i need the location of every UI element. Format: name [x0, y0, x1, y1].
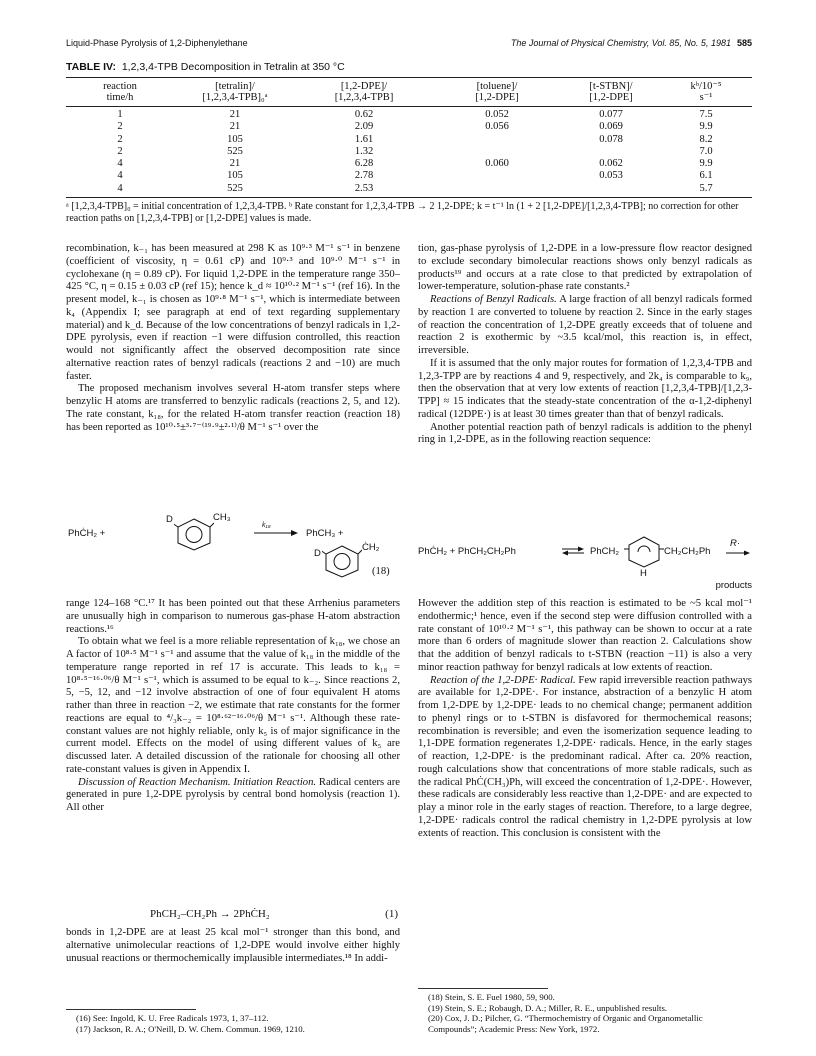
table-cell: 9.9 [699, 121, 713, 133]
table-label: TABLE IV: [66, 61, 116, 73]
table-footnote: ᵃ [1,2,3,4-TPB]₀ = initial concentration of 1,2,3,4-TPB. ᵇ Rate constant for 1,2,3,4-TPB → 2 1,2-DPE; k = t⁻¹ ln (1 + 2 [1,2-DPE]/[1,2,3,4-TPB]; no correction for other reaction paths on [1,2,3,4-TPB] or [1,2-DPE] values is made. [66, 201, 739, 224]
table-cell: 7.0 [699, 145, 713, 157]
table-cell: 105 [227, 133, 243, 145]
reaction-18-scheme [66, 514, 400, 582]
left-column-bottom [66, 598, 400, 815]
right-column-bottom [418, 598, 752, 840]
table-cell: 2.78 [354, 170, 374, 182]
footnote-rule [418, 988, 548, 989]
equation-text: PhCH₂–CH₂Ph → 2PhĊH₂ [150, 908, 270, 920]
reference: (17) Jackson, R. A.; O'Neill, D. W. Chem. Commun. 1969, 1210. [76, 1023, 305, 1034]
paragraph: However the addition step of this reaction is estimated to be ~5 kcal mol⁻¹ endothermic;¹ hence, even if the second step were diffusion controlled with a rate constant of 10¹⁰·² M⁻¹ s⁻¹, this pathway can be shown to occur at a rate more than 6 orders of magnitude slower than reaction 2. Calculations show that the addition of benzyl radicals to t-STBN (reaction −11) is also a very minor reaction pathway for benzyl radicals at low extents of reaction. [418, 598, 752, 673]
benzyl-ring-icon [322, 544, 362, 578]
table-cell [432, 170, 562, 182]
table-cell: 0.060 [485, 158, 509, 170]
left-column-top [66, 243, 400, 434]
paragraph: If it is assumed that the only major routes for formation of 1,2,3,4-TPB and 1,2,3-TPP are by reactions 4 and 9, respectively, and 2k₄ is comparable to k₉, then the observation that at very low extents of reaction [1,2,3,4-TPB]/[1,2,3-TPP] ≈ 15 indicates that the steady-state concentration of the α-1,2-diphenyl radical (12DPE·) is at least 30 times greater than that of benzyl radicals. [418, 357, 752, 420]
cyclohexadienyl-ring-icon [624, 536, 664, 568]
paragraph [418, 675, 752, 841]
table-cell: 7.5 [699, 109, 713, 120]
paragraph [66, 777, 400, 815]
paragraph: The proposed mechanism involves several H-atom transfer steps where benzylic H atoms are transferred to benzylic radicals (reactions 2, 5, and 12). The rate constant, k₁₈, for the related H-atom transfer reaction (reaction 18) has been reported as 10¹⁰·⁵±³·⁷⁻⁽¹⁹·⁹±²·¹⁾/θ M⁻¹ s⁻¹ over the [66, 383, 400, 433]
scheme-d2-label: D [314, 548, 321, 559]
table-cell: 1.32 [354, 145, 374, 157]
paragraph: recombination, k₋₁ has been measured at 298 K as 10⁹·³ M⁻¹ s⁻¹ in benzene (coefficient of viscosity, η = 0.61 cP) and 10⁹·³ and 10⁹·⁰ M⁻¹ s⁻¹ in cyclohexane (η = 0.89 cP). For liquid 1,2-DPE in the temperature range 350–425 °C, η = 0.15 ± 0.03 cP (ref 15); hence k_d ≈ 10¹⁰·² M⁻¹ s⁻¹ (ref 16). In the present model, k₋₁ is chosen as 10⁹·⁸ M⁻¹ s⁻¹, which is intermediate between k₄ (Appendix I; see paragraph at end of text regarding supplementary material) and k_d. Because of the low concentrations of benzyl radicals in 1,2-DPE pyrolysis, even if reaction −1 were diffusion controlled, this reaction would not significantly affect the observed decomposition rate since alternative reaction rates of benzyl radicals (reactions 2 and −10) are much faster. [66, 243, 400, 382]
scheme-intermediate-right: CH₂CH₂Ph [664, 546, 711, 557]
scheme-ch3-label: CH₃ [213, 512, 231, 523]
table-cell: 8.2 [699, 133, 713, 145]
table-cell: 2.53 [296, 183, 432, 198]
paragraph: range 124–168 °C.¹⁷ It has been pointed out that these Arrhenius parameters are unusually high in comparison to numerous gas-phase H-atom abstraction reactions.¹⁶ [66, 598, 400, 635]
col-header: s⁻¹ [660, 92, 752, 107]
table-cell: 0.062 [599, 158, 623, 170]
scheme-radical-label: R· [730, 538, 741, 549]
paragraph-text: A large fraction of all benzyl radicals formed by reaction 1 are converted to toluene by reaction 2. Since in the early stages of reaction the concentration of 1,2-DPE greatly exceeds that of toluene and reaction 2 is exothermic by ~3.5 kcal/mol, this reaction is, in effect, irreversible. [418, 294, 752, 356]
section-heading: Reactions of Benzyl Radicals. [430, 294, 557, 305]
table-cell [432, 146, 562, 158]
table-cell: 21 [229, 121, 241, 133]
col-header: [1,2,3,4-TPB] [296, 92, 432, 107]
equation-number: (18) [372, 566, 390, 577]
table-cell: 1 [117, 109, 123, 120]
col-header: time/h [66, 92, 174, 107]
table-header-row-1 [66, 78, 752, 93]
scheme-d-label: D [166, 514, 173, 525]
equation-number: (1) [385, 908, 398, 920]
scheme-intermediate-left: PhCH₂ [590, 546, 620, 557]
reaction-arrow-icon [726, 550, 750, 556]
data-table [66, 77, 752, 198]
table-cell: 5.7 [660, 183, 752, 198]
table-cell: 0.078 [599, 133, 623, 145]
reference: (18) Stein, S. E. Fuel 1980, 59, 900. [428, 992, 555, 1002]
table-cell: 0.053 [599, 170, 623, 182]
reaction-arrow-icon [254, 529, 298, 537]
table-row [66, 183, 752, 198]
col-header: [1,2-DPE]/ [340, 81, 388, 92]
table-cell: 525 [174, 183, 296, 198]
paragraph: bonds in 1,2-DPE are at least 25 kcal mol⁻¹ stronger than this bond, and alternative unimolecular reactions of 1,2-DPE would involve either highly unusual reactions or thermochemically implausible intermediates.¹⁸ In addi- [66, 927, 400, 964]
table-cell: 2 [117, 133, 123, 145]
col-header: [tetralin]/ [215, 81, 255, 92]
table-cell: 6.1 [699, 170, 713, 182]
toluene-ring-icon [174, 517, 214, 551]
table-cell: 9.9 [699, 158, 713, 170]
table-cell: 2.09 [354, 121, 374, 133]
scheme-reactants: PhĊH₂ + PhCH₂CH₂Ph [418, 546, 516, 557]
col-header: [1,2-DPE] [562, 92, 660, 107]
col-header: [t-STBN]/ [589, 81, 633, 92]
table-cell: 4 [117, 170, 123, 182]
running-head [66, 38, 752, 52]
table-cell: 2 [117, 121, 123, 133]
paragraph [418, 294, 752, 358]
reference: (16) See: Ingold, K. U. Free Radicals 1973, 1, 37–112. [76, 1013, 269, 1023]
references-right [428, 992, 752, 1034]
col-header: [1,2,3,4-TPB]₀ᵃ [174, 92, 296, 107]
table-cell: 0.069 [599, 121, 623, 133]
left-column-end [66, 927, 400, 965]
reference: (19) Stein, S. E.; Robaugh, D. A.; Miller, R. E., unpublished results. [428, 1002, 668, 1013]
table-cell: 0.056 [485, 121, 509, 133]
equation-1 [66, 908, 400, 924]
table-cell [562, 146, 660, 158]
table-cell: 1.61 [354, 133, 374, 145]
table-cell: 0.077 [599, 109, 623, 120]
right-column-top [418, 243, 752, 447]
table-cell [562, 183, 660, 198]
table-cell: 4 [66, 183, 174, 198]
paragraph: Another potential reaction path of benzyl radicals is addition to the phenyl ring in 1,2-DPE, as in the following reaction sequence: [418, 421, 752, 446]
table-cell: 21 [229, 158, 241, 170]
col-header: reaction [103, 81, 137, 92]
references-left [76, 1013, 400, 1034]
table-cell: 0.62 [354, 109, 374, 120]
table-cell [432, 134, 562, 146]
reference: (20) Cox, J. D.; Pilcher, G. “Thermochemistry of Organic and Organometallic Compounds”; Academic Press: New York, 1972. [428, 1013, 703, 1034]
col-header: [toluene]/ [476, 81, 518, 92]
journal-citation: The Journal of Physical Chemistry, Vol. 85, No. 5, 1981 [510, 38, 731, 48]
running-head-title: Liquid-Phase Pyrolysis of 1,2-Diphenylethane [66, 38, 248, 48]
table-cell: 105 [227, 170, 243, 182]
scheme-rate-constant: k₁₈ [262, 522, 271, 529]
scheme-h-label: H [640, 568, 647, 579]
table-cell: 525 [227, 145, 243, 157]
scheme-product: PhCH₃ + [306, 528, 344, 539]
table-title [66, 61, 345, 73]
table-row [66, 146, 752, 158]
table-row [66, 134, 752, 146]
addition-reaction-scheme [418, 538, 752, 594]
col-header: kᵇ/10⁻⁵ [690, 81, 722, 92]
table-cell: 2 [117, 145, 123, 157]
paragraph-text: Radical centers are generated in pure 1,2-DPE pyrolysis by central bond homolysis (reaction 1). All other [66, 776, 400, 813]
scheme-reactant: PhĊH₂ + [68, 528, 106, 539]
table-header-row-2 [66, 92, 752, 107]
table-caption: 1,2,3,4-TPB Decomposition in Tetralin at 350 °C [121, 61, 345, 73]
equilibrium-arrow-icon [562, 546, 584, 556]
section-heading: Discussion of Reaction Mechanism. Initiation Reaction. [78, 776, 317, 788]
running-head-journal [511, 38, 752, 48]
table-cell: 21 [229, 109, 241, 120]
table-cell: 4 [117, 158, 123, 170]
scheme-products: products [715, 580, 752, 591]
table-body [66, 107, 752, 198]
page-number: 585 [736, 38, 752, 48]
paragraph-text: Few rapid irreversible reaction pathways are available for 1,2-DPE·. For instance, abstraction of a benzylic H atom from 1,2-DPE by 1,2-DPE· leads to no chemical change; permanent addition to phenyl rings or to t-STBN is disfavored for thermochemical reasons; recombination is reversible; and even the isomerization sequence leading to 1,1-DPE formation regenerates 1,2-DPE· radicals. Hence, in the early stages of reaction, 1,2-DPE· is the predominant radical. After ca. 20% reaction, rough calculations show that concentrations of more stable radicals, such as the radical PhĊ(CH₃)Ph, will exceed the concentration of 1,2-DPE·. However, these radicals are considerably less reactive than 1,2-DPE· and are expected to play a minor role in the early stages of reaction. Therefore, to a large degree, 1,2-DPE· radicals control the radical chemistry in 1,2-DPE pyrolysis at low extents of reaction. This conclusion is consistent with the [418, 674, 752, 839]
table-cell: 6.28 [354, 158, 374, 170]
footnote-rule [66, 1009, 196, 1010]
col-header: [1,2-DPE] [432, 92, 562, 107]
table-cell: 0.052 [485, 109, 509, 120]
section-heading: Reaction of the 1,2-DPE· Radical. [430, 674, 576, 686]
table-row [66, 107, 752, 122]
scheme-ch2-label: ĊH₂ [362, 542, 380, 553]
paragraph: To obtain what we feel is a more reliable representation of k₁₈, we chose an A factor of 10⁸·⁵ M⁻¹ s⁻¹ and assume that the value of k₁₈ in the middle of the temperature range reported in ref 17 is accurate. This leads to k₁₈ = 10⁸·⁵⁻¹⁶·⁰⁶/θ M⁻¹ s⁻¹, which is assumed to be equal to k₋₂. Since reactions 2, 5, −5, 12, and −12 involve abstraction of one of four equivalent H atoms rather than three in reaction −2, we estimate that rate constants for the former reactions are equal to ⁴/₃k₋₂ = 10⁸·⁶²⁻¹⁶·⁰⁶/θ M⁻¹ s⁻¹. Although these rate-constant values are not highly reliable, only k₅ is of major significance in the current model. Effects on the model of using different values of k₅ are discussed later. A detailed discussion of the rationale for choosing all other rate-constant values is given in Appendix I. [66, 636, 400, 775]
table-row [66, 170, 752, 182]
paragraph: tion, gas-phase pyrolysis of 1,2-DPE in a low-pressure flow reactor designed to exclude secondary bimolecular reactions shows only benzyl radicals as products¹⁹ and occurs at a rate close to that predicted by extrapolation of lower-temperature, solution-phase rate constants.² [418, 243, 752, 293]
table-cell [432, 183, 562, 198]
table-row [66, 121, 752, 133]
table-row [66, 158, 752, 170]
